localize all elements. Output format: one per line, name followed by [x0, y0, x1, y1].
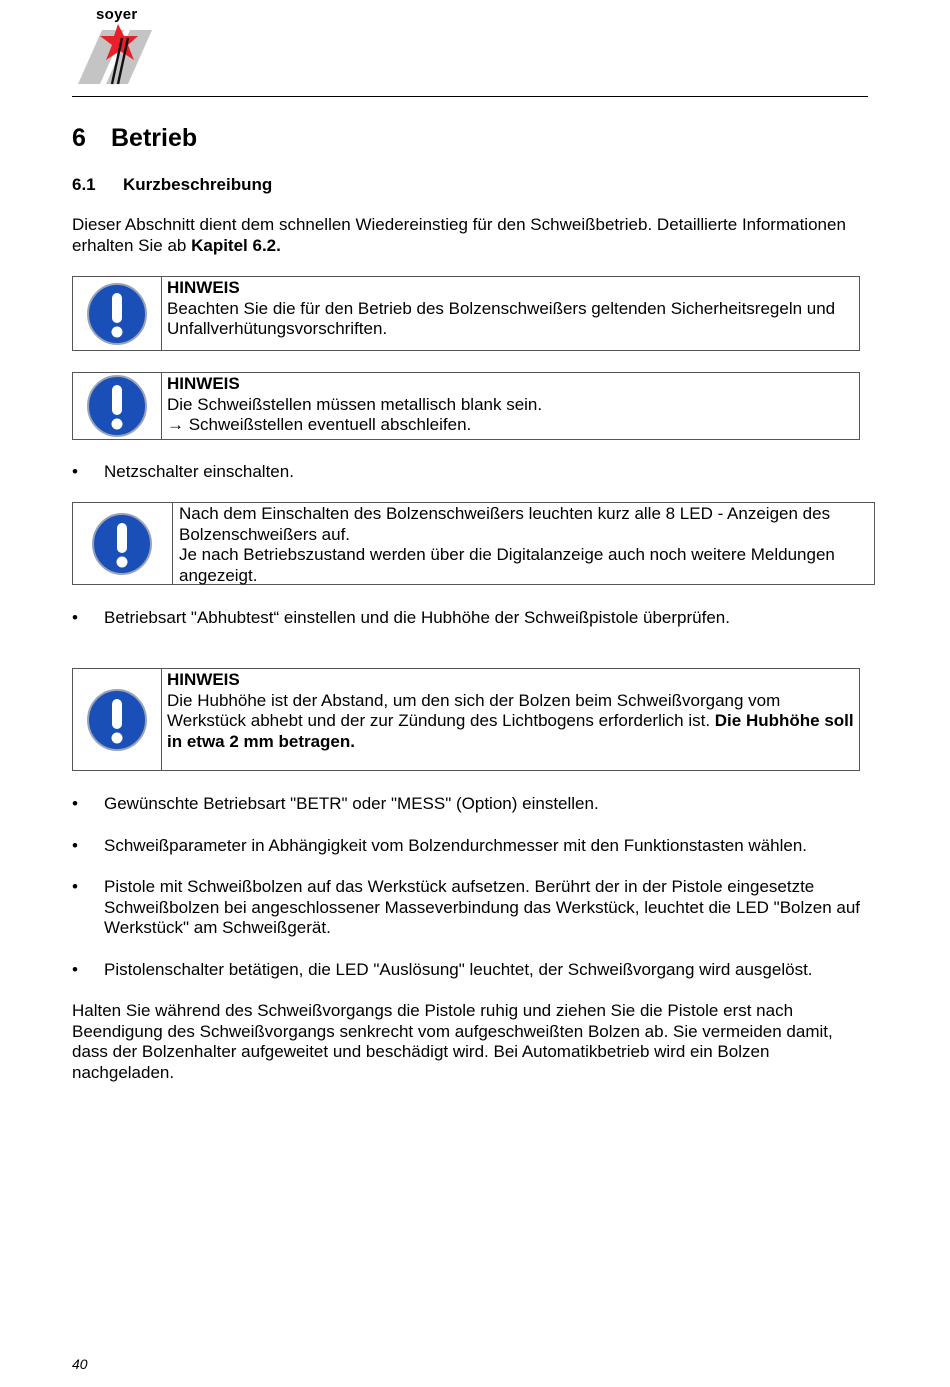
section-number: 6.1 [72, 175, 96, 194]
exclamation-icon [86, 374, 148, 438]
intro-chapter-ref: Kapitel 6.2. [191, 235, 281, 255]
exclamation-icon [86, 282, 148, 346]
intro-paragraph [72, 215, 872, 256]
notice-emphasis: Die Hubhöhe soll in etwa 2 mm betragen. [167, 711, 854, 751]
notice-content [167, 374, 847, 436]
list-item-text: Netzschalter einschalten. [104, 462, 294, 481]
soyer-logo [72, 6, 168, 86]
list-item-text: Pistole mit Schweißbolzen auf das Werkstück aufsetzen. Berührt der in der Pistole eingesetzte Schweißbolzen bei angeschlossener Masseverbindung das Werkstück, leuchtet die LED "Bolzen auf Werkstück" am Schweißgerät. [104, 877, 861, 937]
section-heading [72, 175, 272, 195]
notice-box-lift-height [72, 668, 860, 771]
closing-paragraph: Halten Sie während des Schweißvorgangs die Pistole ruhig und ziehen Sie die Pistole erst nach Beendigung des Schweißvorgangs senkrecht vom aufgeschweißten Bolzen ab. Sie vermeiden damit, dass der Bolzenhalter aufgeweitet und beschädigt wird. Bei Automatikbetrieb wird ein Bolzen nachgeladen. [72, 1001, 833, 1082]
notice-icon-cell [73, 373, 162, 439]
list-item-text: Betriebsart "Abhubtest“ einstellen und die Hubhöhe der Schweißpistole überprüfen. [104, 608, 730, 627]
list-item-text: Pistolenschalter betätigen, die LED "Auslösung" leuchtet, der Schweißvorgang wird ausgelöst. [104, 960, 813, 979]
chapter-number: 6 [72, 124, 86, 152]
notice-label: HINWEIS [167, 278, 240, 297]
notice-label: HINWEIS [167, 670, 240, 689]
notice-content [167, 278, 847, 340]
info-line-2: Je nach Betriebszustand werden über die Digitalanzeige auch noch weitere Meldungen angezeigt. [179, 545, 835, 585]
chapter-heading [72, 124, 197, 153]
header-rule [72, 96, 868, 97]
info-box-startup [72, 502, 875, 585]
notice-label: HINWEIS [167, 374, 240, 393]
exclamation-icon [86, 688, 148, 752]
notice-icon-cell [73, 503, 173, 584]
logo-wordmark: soyer [96, 6, 138, 23]
notice-text: Die Hubhöhe ist der Abstand, um den sich der Bolzen beim Schweißvorgang vom Werkstück abhebt und der zur Zündung des Lichtbogens erforderlich ist. Die Hubhöhe soll in etwa 2 mm betragen. [167, 690, 854, 751]
page-number: 40 [72, 1356, 88, 1372]
notice-box-surface [72, 372, 860, 440]
notice-line-1: Die Schweißstellen müssen metallisch blank sein. [167, 394, 543, 414]
notice-icon-cell [73, 277, 162, 350]
notice-icon-cell [73, 669, 162, 770]
notice-content [167, 670, 855, 752]
notice-line-2: → Schweißstellen eventuell abschleifen. [167, 415, 472, 434]
section-title: Kurzbeschreibung [123, 175, 273, 194]
info-line-1: Nach dem Einschalten des Bolzenschweißers leuchten kurz alle 8 LED - Anzeigen des Bolzenschweißers auf. [179, 504, 831, 544]
exclamation-icon [91, 512, 153, 576]
list-item-text: Gewünschte Betriebsart "BETR" oder "MESS" (Option) einstellen. [104, 794, 599, 813]
list-item-text: Schweißparameter in Abhängigkeit vom Bolzendurchmesser mit den Funktionstasten wählen. [104, 836, 808, 855]
intro-text: Dieser Abschnitt dient dem schnellen Wiedereinstieg für den Schweißbetrieb. Detaillierte Informationen erhalten Sie ab [72, 215, 846, 255]
notice-text: Beachten Sie die für den Betrieb des Bolzenschweißers geltenden Sicherheitsregeln und Unfallverhütungsvorschriften. [167, 298, 836, 338]
notice-box-safety [72, 276, 860, 351]
notice-content [179, 504, 869, 586]
chapter-title: Betrieb [111, 124, 198, 152]
